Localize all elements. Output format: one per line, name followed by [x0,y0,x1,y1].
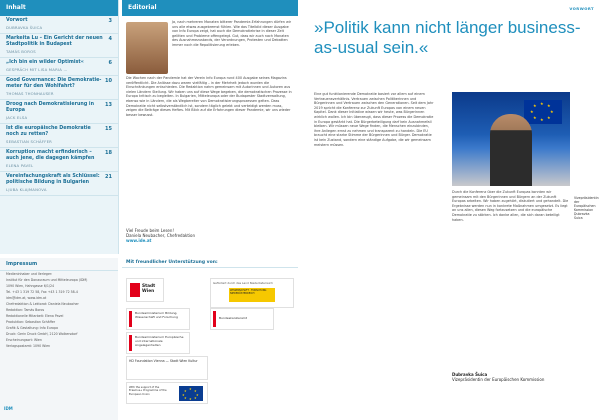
toc-item[interactable] [0,100,118,124]
editorial-signoff [126,228,195,243]
right-page [300,0,600,420]
noe-logo [210,278,294,308]
austria-bar-icon [129,311,132,327]
toc-item-author: DUBRAVKA ŠUICA [6,25,43,30]
toc-list [0,16,118,196]
idm-logo: IDM [4,406,13,411]
toc-item-title: Vereinfachungskraft als Schlüssel: politische Bildung in Bulgarien [6,174,100,185]
table-of-contents [0,0,119,254]
stadt-wien-logo [126,278,164,302]
austria-bar-icon [129,335,132,351]
author-photo [452,92,570,186]
toc-item-author: JACK ELSA [6,115,28,120]
toc-page-number: 3 [108,18,112,24]
impressum-line: Medieninhaber und Verleger: [6,272,53,276]
eu-flag-icon: ★ ★ ★ ★ ★ ★ ★ ★ [179,386,203,401]
noe-label: Gefördert durch das Land Niederösterreich [213,281,273,285]
toc-item[interactable] [0,148,118,172]
toc-item-title: Vorwort [6,18,28,23]
impressum-title: Impressum [0,258,118,271]
toc-page-number: 15 [105,126,112,132]
impressum-lines [0,271,118,349]
headline-quote: »Politik kann nicht länger business-as-usual sein.« [314,18,581,57]
bmeia-label: Bundesministerium Europäische und internationale Angelegenheiten [135,335,184,347]
toc-item-author: TAMÁS BOROS [6,49,36,54]
toc-item[interactable] [0,34,118,58]
toc-item-title: Korruption macht erfinderisch – auch jene, die dagegen kämpfen [6,150,95,161]
bka-logo [210,308,274,330]
section-tag: VORWORT [569,6,594,11]
erasmus-label: With the support of the Erasmus+ Programme of the European Union [129,386,167,396]
erasmus-logo [126,382,208,404]
impressum-line: 1090 Wien, Hahngasse 6/1/24 [6,284,55,288]
article-column-1: Eine gut funktionierende Demokratie basiert vor allem auf einem Vertrauensverhältnis. Vertrauen zwischen Politikerinnen und Bürgerinnen und Vertrauen zwischen den Generationen. Seit dem Jahr 2019 spricht die Konferenz zur Zukunft Europas von einem neuen Kapitel. Dank dieser Initiative wissen wir heute, was Bürgerinnen wirklich wollen. Ich bin überzeugt, dass dieser Prozess die Demokratie in Europa gestärkt hat. Die Bürgerbeteiligung darf kein Ausnahmefall bleiben. Wir müssen neue Wege finden, die Menschen einzubinden, ihre Anliegen ernst zu nehmen und transparent zu handeln. Die EU braucht eine starke Stimme der Bürgerinnen und Bürger. Demokratie ist kein Zustand, sondern eine ständige Aufgabe, die wir gemeinsam meistern müssen. [314,92,434,147]
impressum-line: Redaktionelle Mitarbeit: Elena Pavel [6,314,64,318]
toc-page-number: 6 [108,60,112,66]
toc-page-number: 21 [105,174,112,180]
stadt-wien-label: Stadt Wien [142,284,156,294]
impressum-line: Tel. +43 1 319 72 58, Fax +43 1 319 72 58-4 [6,290,78,294]
toc-item-title: „Ich bin ein wilder Optimist« [6,60,84,65]
impressum-line: Redaktion: Tamás Boros [6,308,45,312]
toc-item-title: Markeita Lu – Ein Gericht der neuen Stadtpolitik in Budapest [6,36,103,47]
article-column-2: Durch die Konferenz über die Zukunft Europas konnten wir gemeinsam mit den Bürgerinnen und Bürgern an der Zukunft Europas arbeiten. Wir haben zugehört, diskutiert und gehandelt. Die Ergebnisse werden nun in konkrete Maßnahmen umgesetzt. Es liegt an uns allen, diesen Weg fortzusetzen und die europäische Demokratie zu stärken. Ich danke allen, die sich daran beteiligt haben. [452,190,569,222]
impressum-line: Chefredaktion & Lektorat: Daniela Neubacher [6,302,79,306]
noe-inner-label: WISSENSCHAFT · FORSCHUNG NIEDERÖSTERREICH [229,288,275,302]
toc-item-author: GESPRÄCH MIT LISA MARIA … [6,67,68,72]
foundation-logo [126,356,208,380]
toc-page-number: 4 [108,36,112,42]
editor-portrait [126,22,168,74]
toc-item[interactable] [0,58,118,76]
toc-item-author: THOMAS THONHAUSER [6,91,54,96]
austria-bar-icon [213,311,216,327]
photo-caption: Vizepräsidentin der Europäischen Kommission Dubravka Šuica [574,196,599,220]
bmbwf-logo [126,308,190,330]
toc-item[interactable] [0,124,118,148]
bka-label: Bundeskanzleramt [219,316,248,320]
editorial-intro: Ja, nach mehreren Monaten bitterer Pandemie-Erfahrungen dürfen wir uns alle etwas ausgebremst fühlen. Wie das Titelbild dieser Ausgabe von Info Europa zeigt, hat auch die Demokratiekrise in dieser Zeit gelitten und Probleme offengelegt. Gut, dass wir auch nach Monaten des Ausnahmezustands, der Verordnungen, Protesten und Debatten immer noch die Repolitisierung erleben. [172,20,292,47]
speaker-figure [490,114,532,186]
editorial-section [122,0,298,254]
toc-item-title: Droog nach Demokratisierung in Europa [6,102,94,113]
wien-flag-icon [130,283,140,297]
support-title: Mit freundlicher Unterstützung von: [122,258,298,268]
toc-item[interactable] [0,172,118,196]
bmbwf-label: Bundesministerium Bildung, Wissenschaft und Forschung [135,311,178,319]
author-name: Dubravka Šuica [452,372,488,377]
toc-page-number: 18 [105,150,112,156]
impressum-line: Druck: Gerin Druck GmbH, 2120 Wolkersdorf [6,332,78,336]
eu-flag-icon: ★ ★ ★ ★ ★ ★ ★ ★ [524,100,562,124]
toc-item-title: Ist die europäische Demokratie noch zu retten? [6,126,91,137]
author-signature [452,372,544,382]
toc-item-title: Good Governance: Die Demokratie-meter für den Wohlfahrt? [6,78,102,89]
impressum-line: Institut für den Donauraum und Mitteleuropa (IDM) [6,278,88,282]
impressum-line: Produktion: Sebastian Schäffer [6,320,56,324]
impressum-line: Grafik & Gestaltung: Info Europa [6,326,58,330]
support-section [122,258,298,420]
toc-item-author: ELENA PAVEL [6,163,34,168]
editorial-greeting: Viel Freude beim Lesen! [126,228,175,233]
editorial-title: Editorial [122,0,298,16]
editorial-signer: Daniela Neubacher, Chefredaktion [126,233,196,238]
toc-item-author: LJUBA KLAJMANOVA [6,187,47,192]
impressum-line: idm@idm.at, www.idm.at [6,296,47,300]
author-role: Vizepräsidentin der Europäischen Kommission [452,377,545,382]
toc-item-author: SEBASTIAN SCHÄFFER [6,139,53,144]
bmeia-logo [126,332,190,354]
toc-title: Inhalt [0,0,118,16]
toc-item[interactable] [0,76,118,100]
editorial-body: Die Wochen nach der Pandemie hat der Verein Info Europa rund 400 Ausgabe seines Magazins veröffentlicht. Die Anlässe dazu waren vielfältig – in der Mehrheit jedoch wurden die Einschränkungen entschieden. Die Redaktion nahm gemeinsam mit Autorinnen und Autoren aus vielen Ländern Stellung. Wir haben uns auf diese Wege begeben, die demokratischen Prozesse in Europa kritisch zu begleiten. In Bulgarien, Mitteleuropa oder der Budapester Stadtverwaltung, ebenso wie in Ländern, die als Wegbereiter von Demokratisierungsprozessen gelten. Dass Demokratie nicht selbstverständlich ist, sondern täglich gelebt und verteidigt werden muss, zeigen die Beiträge dieses Heftes. Mit Blick auf die Erfahrungen dieser Pandemie, wir uns wieder besser bewusst. [126,76,292,117]
foundation-label: HD Foundation Vienna — Stadt Wien Kultur [129,359,198,363]
toc-page-number: 13 [105,102,112,108]
toc-page-number: 10 [105,78,112,84]
impressum-section [0,258,118,420]
impressum-line: Erscheinungsort: Wien [6,338,42,342]
toc-item[interactable] [0,16,118,34]
impressum-line: Verlagspostamt: 1090 Wien [6,344,51,348]
editorial-url[interactable]: www.ide.at [126,238,152,243]
